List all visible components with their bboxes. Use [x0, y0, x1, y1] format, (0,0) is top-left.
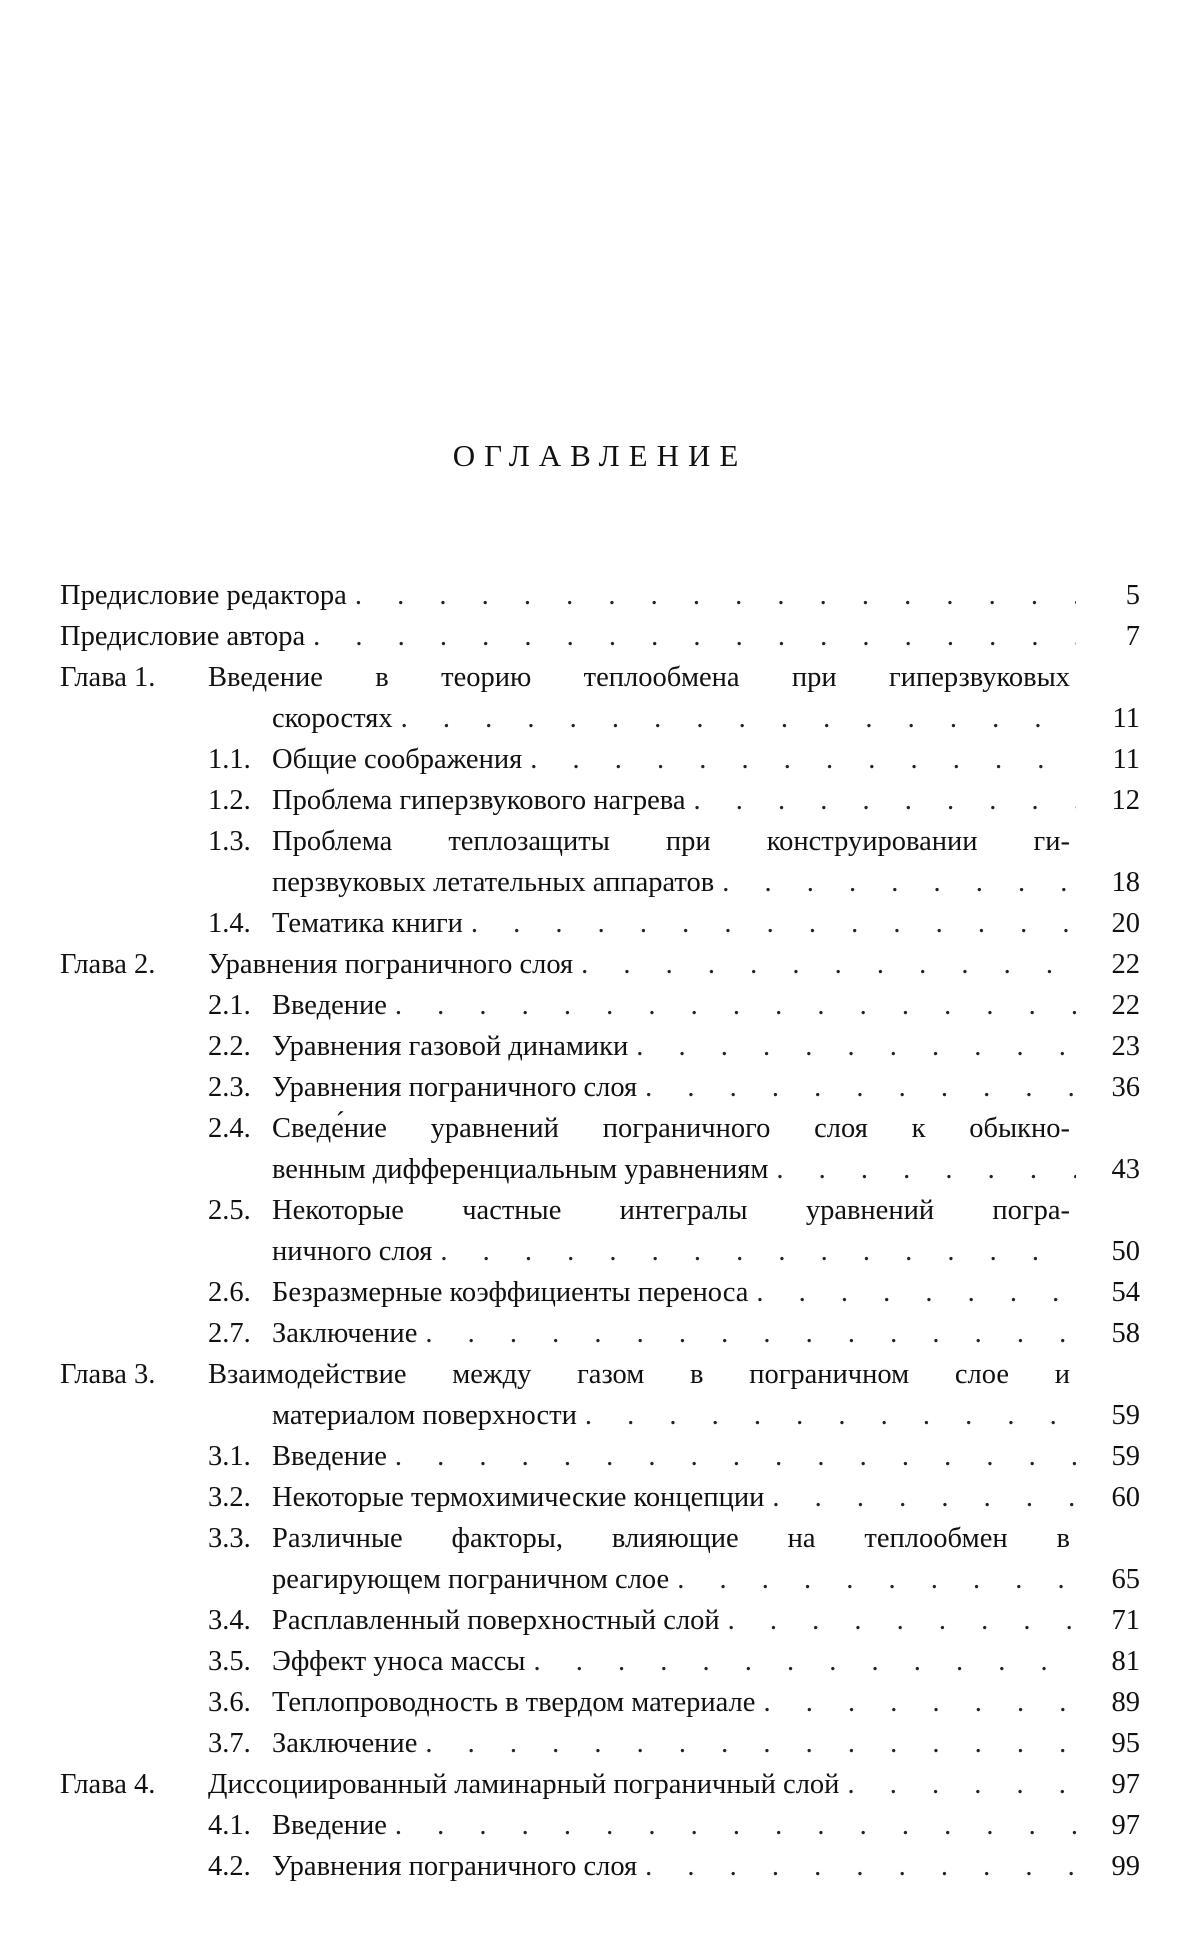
entry-title: Безразмерные коэффициенты переноса: [272, 1277, 749, 1308]
entry-title-continuation: ничного слоя: [272, 1236, 433, 1267]
toc-entry: [60, 575, 1140, 616]
table-of-contents: [60, 575, 1140, 1887]
toc-entry: [60, 657, 1140, 739]
toc-entry: [60, 1313, 1140, 1354]
entry-title-continuation: перзвуковых летательных аппаратов: [272, 867, 715, 898]
dot-leader: [756, 1272, 1076, 1313]
entry-number: 3.5.: [208, 1646, 251, 1677]
entry-number: Глава 1.: [60, 662, 156, 693]
entry-number: 1.4.: [208, 908, 251, 939]
dot-leader: [636, 1026, 1076, 1067]
dot-leader: [533, 1641, 1076, 1682]
entry-line: [60, 1190, 1140, 1231]
entry-line: [60, 821, 1140, 862]
toc-entry: [60, 1518, 1140, 1600]
entry-line: [60, 1108, 1140, 1149]
page-number: 99: [1111, 1851, 1140, 1882]
entry-title: Общие соображения: [272, 744, 523, 775]
entry-number: 2.3.: [208, 1072, 251, 1103]
entry-title: Предисловие редактора: [60, 580, 347, 611]
page-number: 5: [1125, 580, 1140, 611]
entry-title: Проблема теплозащиты при конструировании ги-: [272, 826, 1070, 857]
entry-number: 3.4.: [208, 1605, 251, 1636]
toc-entry: [60, 944, 1140, 985]
entry-number: 2.1.: [208, 990, 251, 1021]
toc-entry: [60, 985, 1140, 1026]
entry-title: Введение: [272, 1810, 387, 1841]
entry-number: 1.3.: [208, 826, 251, 857]
page-number: 71: [1111, 1605, 1140, 1636]
dot-leader: [645, 1846, 1076, 1887]
dot-leader: [763, 1682, 1076, 1723]
entry-title: Предисловие автора: [60, 621, 306, 652]
toc-entry: [60, 780, 1140, 821]
entry-number: 3.7.: [208, 1728, 251, 1759]
dot-leader: [585, 1395, 1076, 1436]
entry-title: Взаимодействие между газом в пограничном слое и: [208, 1359, 1070, 1390]
page-number: 12: [1111, 785, 1140, 816]
dot-leader: [530, 739, 1076, 780]
toc-entry: [60, 1805, 1140, 1846]
page-number: 20: [1111, 908, 1140, 939]
toc-entry: [60, 1108, 1140, 1190]
toc-entry: [60, 1682, 1140, 1723]
toc-entry: [60, 821, 1140, 903]
entry-title: Диссоциированный ламинарный пограничный слой: [208, 1769, 840, 1800]
entry-line: [60, 1395, 1140, 1436]
page-number: 7: [1125, 621, 1140, 652]
dot-leader: [395, 985, 1076, 1026]
toc-entry: [60, 1477, 1140, 1518]
page-number: 89: [1111, 1687, 1140, 1718]
page-number: 59: [1111, 1441, 1140, 1472]
entry-number: 3.3.: [208, 1523, 251, 1554]
toc-entry: [60, 1026, 1140, 1067]
dot-leader: [313, 616, 1076, 657]
entry-line: [60, 1559, 1140, 1600]
entry-number: 2.2.: [208, 1031, 251, 1062]
entry-line: [60, 1354, 1140, 1395]
toc-entry: [60, 1272, 1140, 1313]
dot-leader: [401, 698, 1076, 739]
toc-entry: [60, 1354, 1140, 1436]
entry-number: 3.6.: [208, 1687, 251, 1718]
entry-title: Заключение: [272, 1728, 418, 1759]
dot-leader: [776, 1149, 1076, 1190]
dot-leader: [694, 780, 1076, 821]
toc-entry: [60, 1436, 1140, 1477]
entry-title-continuation: материалом поверхности: [272, 1400, 577, 1431]
page-number: 65: [1111, 1564, 1140, 1595]
page-number: 23: [1111, 1031, 1140, 1062]
page-number: 54: [1111, 1277, 1140, 1308]
entry-number: 1.1.: [208, 744, 251, 775]
toc-entry: [60, 1067, 1140, 1108]
page-number: 95: [1111, 1728, 1140, 1759]
page-title: ОГЛАВЛЕНИЕ: [452, 438, 748, 473]
page-number: 11: [1112, 703, 1140, 734]
toc-entry: [60, 903, 1140, 944]
entry-title: Сведе́ние уравнений пограничного слоя к обыкно-: [272, 1113, 1070, 1144]
entry-title: Тематика книги: [272, 908, 463, 939]
entry-title: Теплопроводность в твердом материале: [272, 1687, 756, 1718]
entry-title: Введение: [272, 1441, 387, 1472]
toc-entry: [60, 1846, 1140, 1887]
entry-number: 2.4.: [208, 1113, 251, 1144]
entry-number: 3.2.: [208, 1482, 251, 1513]
dot-leader: [772, 1477, 1076, 1518]
page-number: 59: [1111, 1400, 1140, 1431]
page-number: 36: [1111, 1072, 1140, 1103]
entry-title: Заключение: [272, 1318, 418, 1349]
entry-title: Уравнения пограничного слоя: [272, 1851, 638, 1882]
dot-leader: [425, 1723, 1076, 1764]
entry-line: [60, 1518, 1140, 1559]
entry-number: 2.7.: [208, 1318, 251, 1349]
dot-leader: [425, 1313, 1076, 1354]
entry-title: Уравнения газовой динамики: [272, 1031, 629, 1062]
page-number: 22: [1111, 990, 1140, 1021]
entry-line: [60, 1231, 1140, 1272]
dot-leader: [728, 1600, 1076, 1641]
toc-entry: [60, 1641, 1140, 1682]
toc-entry: [60, 1764, 1140, 1805]
entry-title: Введение: [272, 990, 387, 1021]
dot-leader: [581, 944, 1076, 985]
entry-line: [60, 862, 1140, 903]
dot-leader: [395, 1805, 1076, 1846]
dot-leader: [471, 903, 1076, 944]
entry-number: Глава 2.: [60, 949, 156, 980]
entry-number: 4.1.: [208, 1810, 251, 1841]
entry-number: 2.5.: [208, 1195, 251, 1226]
page-number: 97: [1111, 1769, 1140, 1800]
entry-title: Расплавленный поверхностный слой: [272, 1605, 720, 1636]
entry-number: 3.1.: [208, 1441, 251, 1472]
entry-title-continuation: венным дифференциальным уравнениям: [272, 1154, 769, 1185]
page-number: 50: [1111, 1236, 1140, 1267]
entry-title: Уравнения пограничного слоя: [272, 1072, 638, 1103]
dot-leader: [677, 1559, 1076, 1600]
page-number: 60: [1111, 1482, 1140, 1513]
entry-number: Глава 3.: [60, 1359, 156, 1390]
page-number: 97: [1111, 1810, 1140, 1841]
page-number: 11: [1112, 744, 1140, 775]
entry-line: [60, 1149, 1140, 1190]
entry-title: Уравнения пограничного слоя: [208, 949, 574, 980]
toc-entry: [60, 739, 1140, 780]
toc-entry: [60, 1600, 1140, 1641]
entry-title: Введение в теорию теплообмена при гиперзвуковых: [208, 662, 1070, 693]
entry-title: Некоторые термохимические концепции: [272, 1482, 765, 1513]
entry-number: 1.2.: [208, 785, 251, 816]
entry-title: Различные факторы, влияющие на теплообмен в: [272, 1523, 1070, 1554]
entry-number: Глава 4.: [60, 1769, 156, 1800]
page-number: 22: [1111, 949, 1140, 980]
dot-leader: [355, 575, 1076, 616]
entry-title-continuation: реагирующем пограничном слое: [272, 1564, 670, 1595]
entry-line: [60, 698, 1140, 739]
page-number: 18: [1111, 867, 1140, 898]
entry-title: Некоторые частные интегралы уравнений погра-: [272, 1195, 1070, 1226]
dot-leader: [645, 1067, 1076, 1108]
dot-leader: [847, 1764, 1076, 1805]
dot-leader: [722, 862, 1076, 903]
page-number: 81: [1111, 1646, 1140, 1677]
toc-entry: [60, 1723, 1140, 1764]
entry-title: Проблема гиперзвукового нагрева: [272, 785, 686, 816]
entry-title: Эффект уноса массы: [272, 1646, 526, 1677]
toc-entry: [60, 1190, 1140, 1272]
dot-leader: [440, 1231, 1076, 1272]
page-number: 43: [1111, 1154, 1140, 1185]
page-number: 58: [1111, 1318, 1140, 1349]
toc-entry: [60, 616, 1140, 657]
entry-number: 2.6.: [208, 1277, 251, 1308]
entry-title-continuation: скоростях: [272, 703, 393, 734]
entry-line: [60, 657, 1140, 698]
dot-leader: [395, 1436, 1076, 1477]
entry-number: 4.2.: [208, 1851, 251, 1882]
